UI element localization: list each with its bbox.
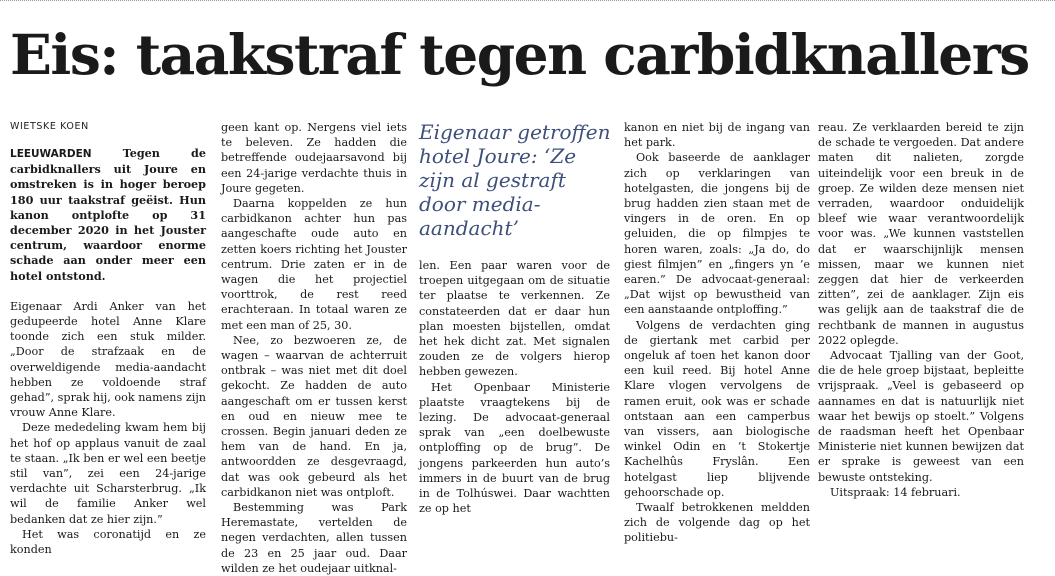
column-5	[818, 120, 1024, 499]
byline: WIETSKE KOEN	[10, 121, 89, 132]
dateline: LEEUWARDEN	[10, 148, 92, 160]
body-paragraph: Bestemming was Park Heremastate, vertelden de negen verdachten, allen tussen de 23 en 25 jaar oud. Daar wilden ze het oudejaar uitknal-	[221, 501, 407, 575]
lead-paragraph	[10, 146, 206, 284]
body-paragraph: Uitspraak: 14 februari.	[830, 485, 961, 499]
headline: Eis: taakstraf tegen carbidknallers	[10, 22, 1029, 87]
body-paragraph: reau. Ze verklaarden bereid te zijn de schade te vergoeden. Dat andere maten dit nalieten, zorgde uiteindelijk voor een breuk in de groep. Ze wilden deze mensen niet verraden, waardoor onduidelijk bleef wie waar verantwoordelijk voor was. „We kunnen vaststellen dat er waarschijnlijk mensen missen, maar we kunnen niet zeggen dat hier de verkeerden zitten”, zei de aanklager. Zijn eis was gelijk aan de taakstraf die de rechtbank de mannen in augustus 2022 oplegde.	[818, 121, 1024, 347]
column-3	[419, 258, 610, 516]
body-paragraph: Twaalf betrokkenen meldden zich de volgende dag op het politiebu-	[624, 501, 810, 545]
body-paragraph: Daarna koppelden ze hun carbidkanon achter hun pas aangeschafte oude auto en zetten koers richting het Jouster centrum. Drie zaten er in de wagen die het projectiel voorttrok, de rest reed erachteraan. In totaal waren ze met een man of 25, 30.	[221, 197, 407, 332]
body-paragraph: geen kant op. Nergens viel iets te beleven. Ze hadden die betreffende oudejaarsavond bij een 24-jarige verdachte thuis in Joure gegeten.	[221, 121, 407, 195]
column-2	[221, 120, 407, 575]
column-4	[624, 120, 810, 545]
body-paragraph: Ook baseerde de aanklager zich op verklaringen van hotelgasten, die jongens bij de brug hadden zien staan met de vingers in de oren. En op geluiden, die op filmpjes te horen waren, zoals: „Ja do, do giest filmjen” en „fingers yn ’e earen.” De advocaat-generaal: „Dat wijst op bewustheid van een aanstaande ontploffing.”	[624, 151, 810, 317]
body-paragraph: Nee, zo bezwoeren ze, de wagen – waarvan de achterruit ontbrak – was niet met dit doel gekocht. Ze hadden de auto aangeschaft om er tussen kerst en oud en nieuw mee te crossen. Begin januari deden ze hem van de hand. En ja, antwoordden ze desgevraagd, dat was ook gebeurd als het carbidkanon niet was ontploft.	[221, 333, 407, 499]
pull-quote: Eigenaar getroffen hotel Joure: ‘Ze zijn al gestraft door media-aandacht’	[419, 120, 611, 240]
body-paragraph: len. Een paar waren voor de troepen uitgegaan om de situatie ter plaatse te verkennen. Ze constateerden dat er daar hun plan moesten bijstellen, omdat het hek dicht zat. Met signalen zouden ze de volgers hierop hebben gewezen.	[419, 259, 610, 379]
body-paragraph: Eigenaar Ardi Anker van het gedupeerde hotel Anne Klare toonde zich een stuk milder. „Door de strafzaak en de overweldigende media-aandacht hebben ze voldoende straf gehad”, sprak hij, ook namens zijn vrouw Anne Klare.	[10, 299, 206, 420]
body-paragraph: Volgens de verdachten ging de giertank met carbid per ongeluk af toen het kanon door een kuil reed. Bij hotel Anne Klare vlogen vervolgens de ramen eruit, ook was er schade ontstaan aan een camperbus van vissers, aan biologische winkel Odin en ’t Stokertje Kachelhûs Fryslân. Een hotelgast liep blijvende gehoorschade op.	[624, 318, 810, 499]
body-paragraph: Advocaat Tjalling van der Goot, die de hele groep bijstaat, bepleitte vrijspraak. „Veel is gebaseerd op aannames en dat is natuurlijk niet waar het bewijs op stoelt.” Volgens de raadsman heeft het Openbaar Ministerie niet kunnen bewijzen dat er sprake is geweest van een bewuste ontsteking.	[818, 349, 1024, 484]
body-paragraph: kanon en niet bij de ingang van het park.	[624, 121, 810, 150]
column-1	[10, 120, 206, 557]
top-rule	[0, 0, 1055, 7]
lead-text: Tegen de carbidknallers uit Joure en omstreken is in hoger beroep 180 uur taakstraf geëist. Hun kanon ontplofte op 31 december 2020 in het Jouster centrum, waardoor enorme schade aan onder meer een hotel ontstond.	[10, 146, 206, 283]
body-paragraph: Het was coronatijd en ze konden	[10, 527, 206, 557]
body-paragraph: Deze mededeling kwam hem bij het hof op applaus vanuit de zaal te staan. „Ik ben er wel een beetje stil van”, zei een 24-jarige verdachte uit Scharsterbrug. „Ik wil de familie Anker wel bedanken dat ze hier zijn.”	[10, 421, 206, 526]
body-paragraph: Het Openbaar Ministerie plaatste vraagtekens bij de lezing. De advocaat-generaal sprak van „een doelbewuste ontploffing op de brug”. De jongens parkeerden hun auto’s immers in de buurt van de brug in de Tolhúswei. Daar wachtten ze op het	[419, 380, 610, 516]
